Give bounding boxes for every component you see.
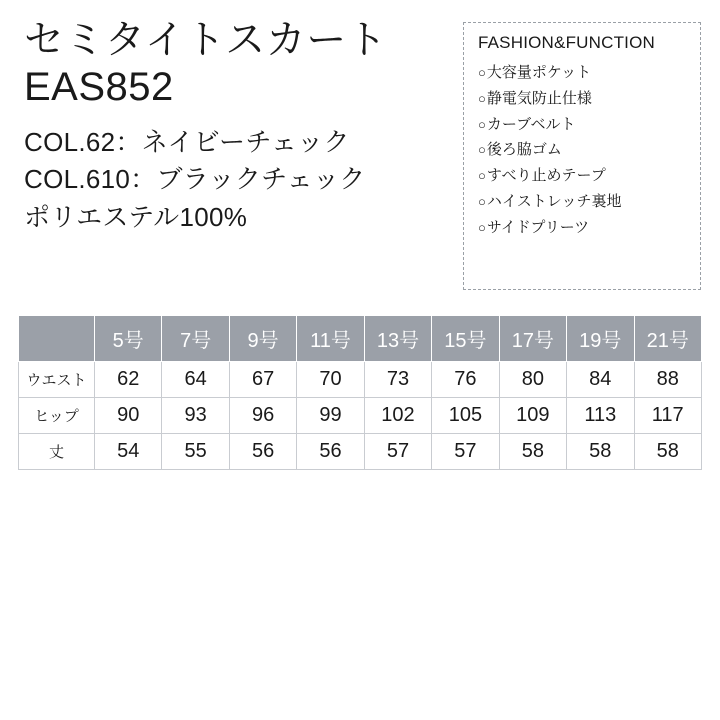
table-column-header: 17号 [499, 316, 566, 362]
table-cell: 76 [432, 362, 499, 398]
table-cell: 102 [364, 398, 431, 434]
table-cell: 56 [297, 434, 364, 470]
table-cell: 88 [634, 362, 702, 398]
table-cell: 109 [499, 398, 566, 434]
table-cell: 56 [229, 434, 296, 470]
feature-list-item [478, 137, 688, 163]
table-cell: 80 [499, 362, 566, 398]
title-block [24, 18, 444, 237]
table-column-header: 5号 [95, 316, 162, 362]
circle-bullet-icon: ○ [478, 193, 486, 209]
table-cell: 99 [297, 398, 364, 434]
product-code: EAS852 [24, 64, 174, 109]
feature-label: すべり止めテープ [486, 167, 606, 185]
product-spec-line: COL.610：ブラックチェック [24, 164, 366, 195]
table-cell: 58 [499, 434, 566, 470]
circle-bullet-icon: ○ [478, 90, 486, 106]
product-spec-list [24, 124, 444, 237]
table-column-header: 9号 [229, 316, 296, 362]
circle-bullet-icon: ○ [478, 142, 486, 158]
table-row [19, 434, 702, 470]
feature-panel-title: FASHION&FUNCTION [478, 33, 655, 52]
size-table [18, 315, 702, 470]
feature-list-item [478, 86, 688, 112]
feature-list-item [478, 163, 688, 189]
feature-list-item [478, 215, 688, 241]
table-row-header: ウエスト [19, 362, 95, 398]
table-row [19, 398, 702, 434]
table-cell: 113 [567, 398, 634, 434]
feature-list-item [478, 112, 688, 138]
table-column-header: 19号 [567, 316, 634, 362]
table-cell: 58 [634, 434, 702, 470]
product-spec-line: COL.62：ネイビーチェック [24, 126, 350, 157]
table-corner-cell [19, 316, 95, 362]
table-cell: 70 [297, 362, 364, 398]
size-table-wrap [18, 315, 702, 470]
table-cell: 105 [432, 398, 499, 434]
feature-panel [463, 22, 701, 290]
table-column-header: 21号 [634, 316, 702, 362]
feature-list-item [478, 60, 688, 86]
table-cell: 57 [432, 434, 499, 470]
table-row-header: 丈 [19, 434, 95, 470]
table-cell: 55 [162, 434, 229, 470]
table-cell: 73 [364, 362, 431, 398]
table-column-header: 11号 [297, 316, 364, 362]
circle-bullet-icon: ○ [478, 116, 486, 132]
table-cell: 54 [95, 434, 162, 470]
feature-list-item [478, 189, 688, 215]
table-row-header: ヒップ [19, 398, 95, 434]
feature-label: 静電気防止仕様 [486, 89, 592, 107]
table-cell: 58 [567, 434, 634, 470]
product-name: セミタイトスカート [24, 18, 388, 62]
table-cell: 93 [162, 398, 229, 434]
table-cell: 117 [634, 398, 702, 434]
feature-label: サイドプリーツ [486, 218, 590, 236]
table-cell: 62 [95, 362, 162, 398]
table-header-row [19, 316, 702, 362]
table-column-header: 7号 [162, 316, 229, 362]
circle-bullet-icon: ○ [478, 168, 486, 184]
feature-label: 後ろ脇ゴム [486, 141, 562, 159]
product-spec-line: ポリエステル100% [24, 201, 248, 232]
feature-label: ハイストレッチ裏地 [486, 192, 622, 210]
circle-bullet-icon: ○ [478, 65, 486, 80]
table-row [19, 362, 702, 398]
table-column-header: 13号 [364, 316, 431, 362]
table-cell: 90 [95, 398, 162, 434]
feature-label: 大容量ポケット [486, 64, 592, 81]
table-cell: 64 [162, 362, 229, 398]
feature-list [478, 60, 688, 241]
table-column-header: 15号 [432, 316, 499, 362]
circle-bullet-icon: ○ [478, 219, 486, 235]
size-table-body [19, 362, 702, 470]
table-cell: 96 [229, 398, 296, 434]
size-table-head [19, 316, 702, 362]
table-cell: 84 [567, 362, 634, 398]
table-cell: 57 [364, 434, 431, 470]
table-cell: 67 [229, 362, 296, 398]
feature-label: カーブベルト [486, 115, 576, 133]
